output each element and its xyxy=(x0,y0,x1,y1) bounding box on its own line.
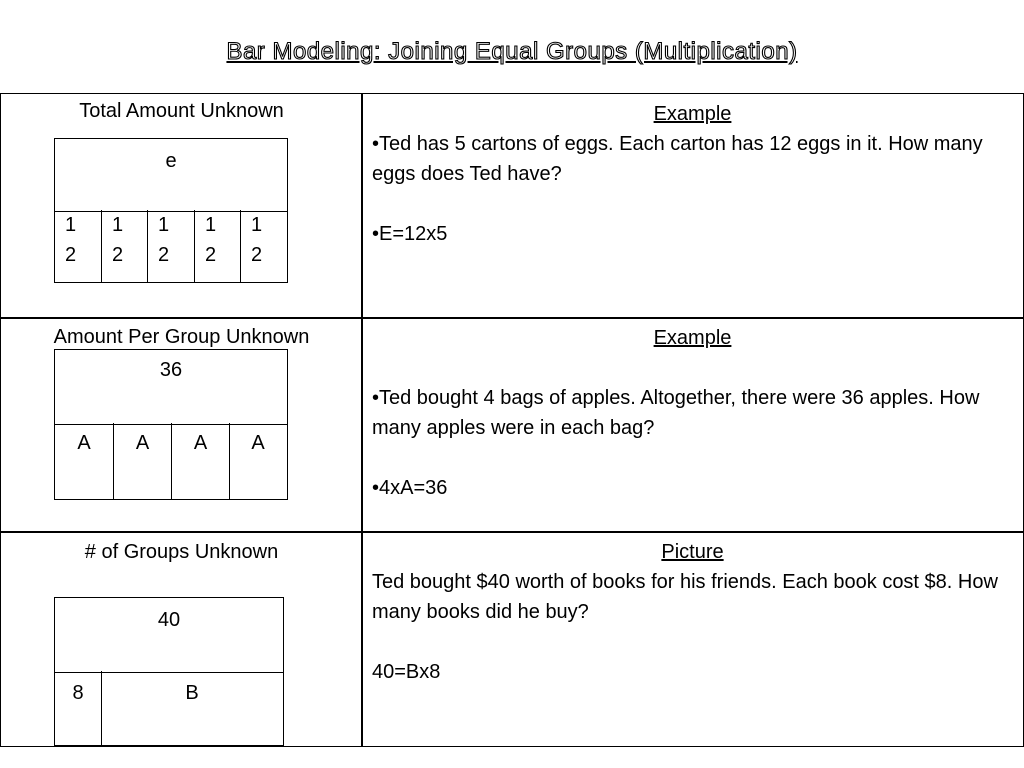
per-group-unknown-heading: Amount Per Group Unknown xyxy=(53,326,310,348)
bar-segment: 1 2 xyxy=(251,214,263,266)
slide-title: Bar Modeling: Joining Equal Groups (Multiplication) xyxy=(226,38,798,65)
bar-segment: A xyxy=(172,423,230,499)
bar-total-label: e xyxy=(55,139,287,212)
picture-heading: Picture xyxy=(661,541,724,563)
bar-segment: A xyxy=(114,423,172,499)
picture-equation: 40=Bx8 xyxy=(372,661,441,683)
bar-segment: 1 2 xyxy=(102,210,148,282)
example-equation: •E=12x5 xyxy=(372,223,448,245)
bar-total-label: 36 xyxy=(55,350,287,425)
example-heading: Example xyxy=(653,327,732,349)
picture-problem: Ted bought $40 worth of books for his friends. Each book cost $8. How many books did he buy? xyxy=(372,571,998,623)
bar-segment: 1 2 xyxy=(148,210,195,282)
example-heading: Example xyxy=(653,103,732,125)
bar-segment: B xyxy=(185,682,199,704)
bar-segment: 1 2 xyxy=(195,210,241,282)
bar-segments xyxy=(55,423,287,499)
apples-bar-model xyxy=(54,349,288,500)
per-group-unknown-example-cell xyxy=(361,317,1024,533)
eggs-bar-model xyxy=(54,138,288,283)
bar-segment: 1 2 xyxy=(55,210,102,282)
bar-segments xyxy=(55,671,283,745)
groups-unknown-cell xyxy=(0,531,363,747)
example-problem: •Ted has 5 cartons of eggs. Each carton has 12 eggs in it. How many eggs does Ted have? xyxy=(372,133,983,185)
total-unknown-example-cell xyxy=(361,93,1024,319)
books-bar-model xyxy=(54,597,284,746)
bar-total-label: 40 xyxy=(55,598,283,673)
per-group-unknown-cell xyxy=(0,317,363,533)
total-unknown-heading: Total Amount Unknown xyxy=(79,100,284,122)
bar-segment: A xyxy=(55,423,114,499)
bar-segment: A xyxy=(251,432,265,454)
total-unknown-cell xyxy=(0,93,363,319)
bar-segments xyxy=(55,210,287,282)
bar-segment: 8 xyxy=(55,671,102,745)
example-equation: •4xA=36 xyxy=(372,477,448,499)
groups-unknown-picture-cell xyxy=(361,531,1024,747)
groups-unknown-heading: # of Groups Unknown xyxy=(84,541,279,563)
example-problem: •Ted bought 4 bags of apples. Altogether, there were 36 apples. How many apples were in each bag? xyxy=(372,387,980,439)
